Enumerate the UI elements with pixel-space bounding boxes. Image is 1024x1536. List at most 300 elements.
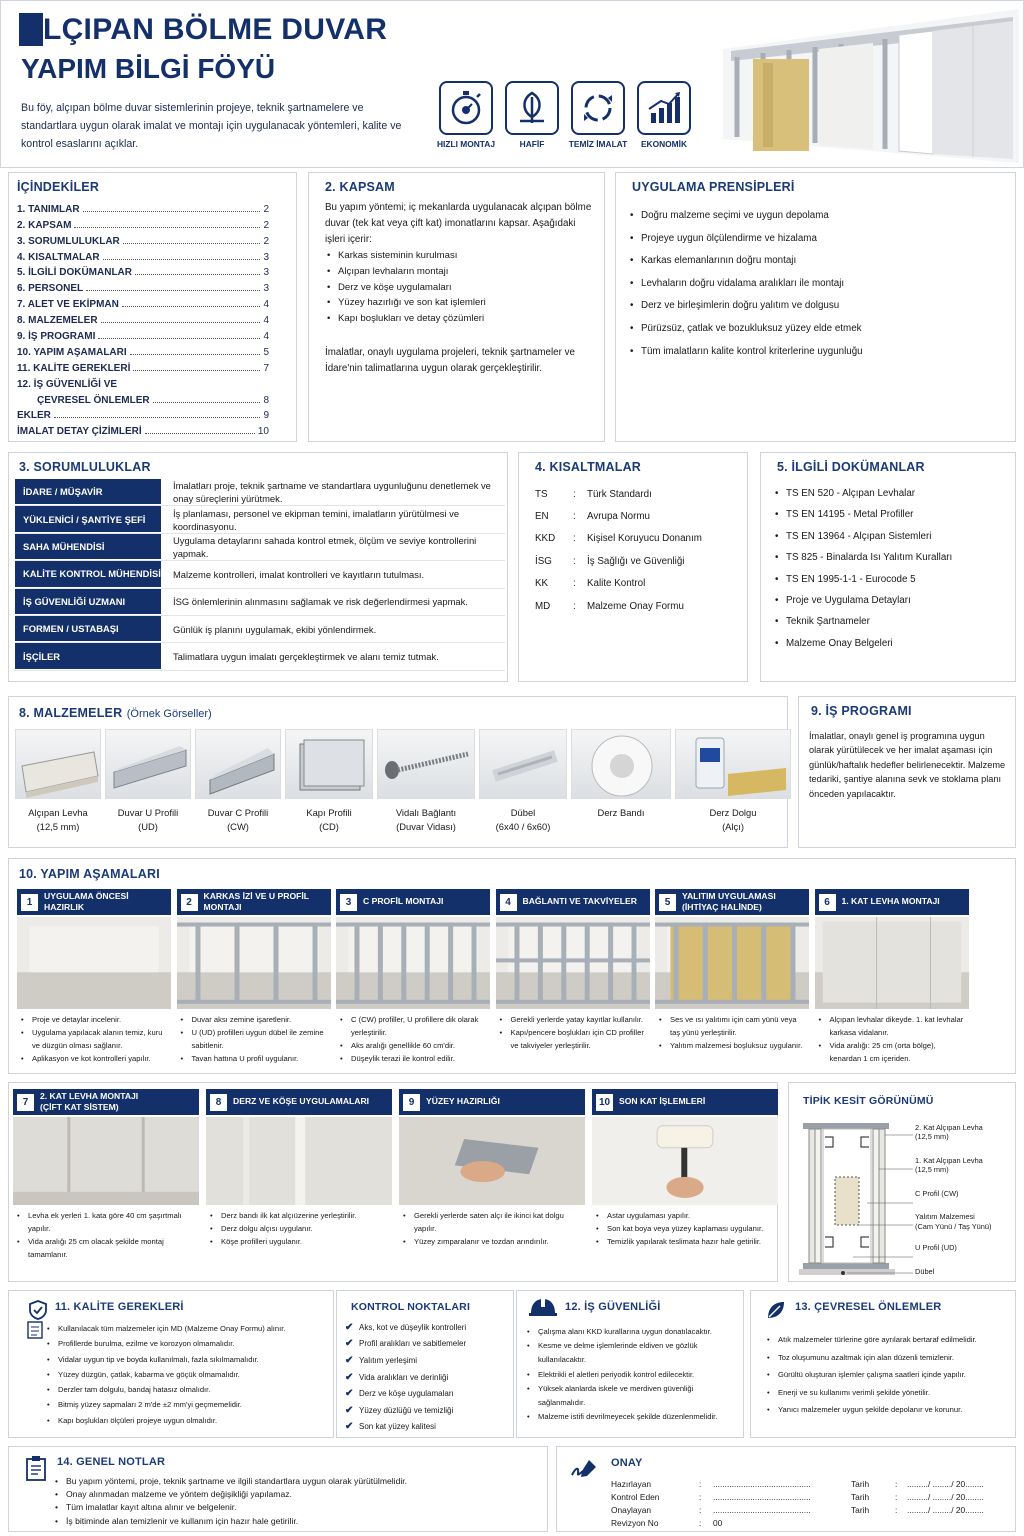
- stage-photo: [655, 917, 809, 1009]
- environment-item: • Gürültü oluşturan işlemler çalışma saatleri içinde yapılır.: [765, 1366, 1013, 1384]
- toc-item-label: EKLER: [17, 410, 51, 422]
- stage-subtitle: HAZIRLIK: [44, 902, 85, 912]
- principles-title: UYGULAMA PRENSİPLERİ: [632, 180, 795, 194]
- approval-colon: :: [699, 1478, 702, 1489]
- abbreviation-definition: İş Sağlığı ve Güvenliği: [587, 555, 685, 567]
- section-label: 1. Kat Alçıpan Levha: [915, 1156, 983, 1165]
- abbreviation-colon: :: [573, 511, 576, 523]
- toc-item-label: 5. İLGİLİ DOKÜMANLAR: [17, 267, 132, 279]
- approval-title: ONAY: [611, 1457, 643, 1469]
- toc-leader: [145, 433, 255, 434]
- note-item: • Tüm imalatlar kayıt altına alınır ve belgelenir.: [53, 1501, 543, 1514]
- feature-clean-label: TEMİZ İMALAT: [568, 139, 628, 149]
- toc-item-page: 3: [263, 283, 269, 295]
- responsibility-desc: Malzeme kontrolleri, imalat kontrolleri ve kayıtların tutulması.: [173, 568, 425, 580]
- section-label: Yalıtım Malzemesi: [915, 1212, 975, 1221]
- stage-title: YÜZEY HAZIRLIĞI: [426, 1096, 500, 1106]
- stage-title: 1. KAT LEVHA MONTAJI: [841, 896, 940, 906]
- toc-item-page: 4: [263, 315, 269, 327]
- responsibilities-table: [15, 479, 505, 671]
- approval-date-label: Tarih: [851, 1504, 870, 1515]
- principle-item: • Karkas elemanlarının doğru montajı: [628, 250, 998, 273]
- checkmark-icon: ✔: [345, 1388, 354, 1400]
- section-label-board2: [915, 1123, 1015, 1141]
- checkpoint-label: Yüzey düzlüğü ve temizliği: [359, 1405, 454, 1415]
- material-item: [15, 729, 103, 845]
- material-item: [195, 729, 283, 845]
- stage-photo: [206, 1117, 392, 1205]
- principles-list: [628, 205, 998, 363]
- toc-item-page: 2: [263, 219, 269, 231]
- page-title-line1: ALÇIPAN BÖLME DUVAR: [21, 13, 388, 46]
- stage-header: [206, 1089, 392, 1115]
- principle-item: • Pürüzsüz, çatlak ve bozukluksuz yüzey elde etmek: [628, 318, 998, 341]
- scope-outro: İmalatlar, onaylı uygulama projeleri, teknik şartnameler ve İdare'nin talimatlarına uygun olarak gerçekleştirilir.: [325, 347, 575, 374]
- abbreviation-colon: :: [573, 488, 576, 500]
- stage-number: 10: [596, 1094, 613, 1111]
- section-label-insulation: [915, 1212, 1015, 1232]
- approval-colon: :: [699, 1491, 702, 1502]
- stage-header: [655, 889, 809, 915]
- note-item: • Bu yapım yöntemi, proje, teknik şartname ve ilgili standartlara uygun olarak yürütülmelidir.: [53, 1475, 543, 1488]
- toc-item-page: 10: [257, 426, 269, 438]
- stage-bullet: • Proje ve detaylar incelenir.: [19, 1013, 169, 1026]
- stage-photo: [13, 1117, 199, 1205]
- document-item: • Teknik Şartnameler: [773, 611, 1009, 632]
- toc-item-page: 4: [263, 331, 269, 343]
- note-item: • İş bitiminde alan temizlenir ve kullanım için hazır hale getirilir.: [53, 1515, 543, 1528]
- checkmark-icon: ✔: [345, 1338, 354, 1350]
- section-label: (12,5 mm): [915, 1165, 949, 1174]
- material-name: Alçıpan Levha: [28, 807, 88, 818]
- materials-subtitle: (Örnek Görseller): [126, 708, 212, 720]
- material-name: Dübel: [510, 807, 536, 818]
- toc-item-label: 1. TANIMLAR: [17, 203, 80, 215]
- responsibilities-title: 3. SORUMLULUKLAR: [19, 460, 151, 474]
- stage-number: 5: [659, 894, 676, 911]
- stage-bullet: • Köşe profilleri uygulanır.: [208, 1235, 390, 1248]
- stage-bullet: • U (UD) profilleri uygun dübel ile zemine sabitlenir.: [179, 1026, 329, 1052]
- stage-bullet: • Gerekli yerlerde saten alçı ile ikinci kat dolgu yapılır.: [401, 1209, 583, 1235]
- approval-label: Onaylayan: [611, 1504, 652, 1515]
- checkpoint-label: Vida aralıkları ve derinliği: [359, 1372, 449, 1382]
- stage-title: 2. KAT LEVHA MONTAJI: [40, 1091, 139, 1101]
- responsibility-desc: İmalatları proje, teknik şartname ve standartlara uygunluğunu denetlemek ve onay süreçlerini yürütmek.: [173, 480, 491, 505]
- intro-text: Bu föy, alçıpan bölme duvar sistemlerinin projeye, teknik şartnamelere ve standartlara uygun olarak imalat ve montajı için uygulanacak yöntemleri, kalite ve kontrol esaslarını açıklar.: [21, 102, 402, 150]
- toc-item-label: ÇEVRESEL ÖNLEMLER: [37, 394, 150, 406]
- responsibility-desc: Uygulama detaylarını sahada kontrol etmek, ölçüm ve seviye kontrollerini yapmak.: [173, 534, 477, 559]
- quality-panel: [8, 1290, 334, 1438]
- checkmark-icon: ✔: [345, 1371, 354, 1383]
- stage-number: 2: [181, 894, 198, 911]
- environment-list: [765, 1331, 1013, 1419]
- material-name: Derz Dolgu: [709, 807, 757, 818]
- document-item: • TS EN 14195 - Metal Profiller: [773, 504, 1009, 525]
- scope-item: • Yüzey hazırlığı ve son kat işlemleri: [325, 295, 595, 311]
- toc-item-page: 8: [263, 394, 269, 406]
- abbreviation-code: MD: [535, 600, 551, 612]
- principles-panel: [615, 172, 1016, 442]
- stage-bullet: • Alçıpan levhalar dikeyde. 1. kat levhalar karkasa vidalanır.: [817, 1013, 967, 1039]
- toc-item: [17, 390, 269, 406]
- toc-item-label: 2. KAPSAM: [17, 219, 72, 231]
- stage-photo: [17, 917, 171, 1009]
- toc-leader: [103, 259, 261, 260]
- material-spec: (UD): [138, 821, 158, 832]
- checkpoint-item: [345, 1352, 511, 1369]
- stage-bullet: • Temizlik yapılarak teslimata hazır hale getirilir.: [594, 1235, 776, 1248]
- section-label: 2. Kat Alçıpan Levha: [915, 1123, 983, 1132]
- stage-bullet: • Uygulama yapılacak alanın temiz, kuru ve düzgün olması sağlanır.: [19, 1026, 169, 1052]
- approval-signature-line: ..........................................: [713, 1491, 811, 1502]
- abbreviation-row: [535, 550, 735, 572]
- responsibility-role: FORMEN / USTABAŞI: [15, 616, 161, 642]
- stage-header: [17, 889, 171, 915]
- approval-label: Kontrol Eden: [611, 1491, 660, 1502]
- stages-title: 10. YAPIM AŞAMALARI: [19, 867, 160, 881]
- material-spec: (CW): [227, 821, 249, 832]
- responsibility-role: İŞÇİLER: [15, 643, 161, 669]
- checkpoint-label: Yalıtım yerleşimi: [359, 1355, 418, 1365]
- toc-leader: [153, 402, 261, 403]
- toc-item: [17, 342, 269, 358]
- abbreviation-row: [535, 595, 735, 617]
- stage-bullets: [208, 1209, 390, 1248]
- scope-intro: Bu yapım yöntemi; iç mekanlarda uygulanacak alçıpan bölme duvar (tek kat veya çift kat) imonatlarını kapsar. Aşağıdaki işleri içerir:: [325, 202, 592, 245]
- safety-item: • Çalışma alanı KKD kurallarına uygun donatılacaktır.: [525, 1325, 739, 1339]
- checkmark-icon: ✔: [345, 1421, 354, 1433]
- abbreviation-row: [535, 483, 735, 505]
- stage-bullets: [401, 1209, 583, 1248]
- material-name: Duvar U Profili: [117, 807, 179, 818]
- checkpoint-item: [345, 1402, 511, 1419]
- stage-bullets: [498, 1013, 648, 1052]
- abbreviation-colon: :: [573, 533, 576, 545]
- stage-title: YALITIM UYGULAMASI: [682, 891, 776, 901]
- toc-title: İÇİNDEKİLER: [17, 180, 100, 194]
- quality-title: 11. KALİTE GEREKLERİ: [55, 1301, 184, 1313]
- quality-item: • Kapı boşlukları ölçüleri projeye uygun olmalıdır.: [45, 1413, 329, 1428]
- materials-heading: [19, 704, 212, 722]
- stage-bullets: [817, 1013, 967, 1065]
- toc-item: [17, 358, 269, 374]
- scope-title: 2. KAPSAM: [325, 180, 395, 194]
- toc-item-page: 3: [263, 267, 269, 279]
- quality-item: • Derzler tam dolgulu, bandaj hatasız olmalıdır.: [45, 1382, 329, 1397]
- stage-title: UYGULAMA ÖNCESİ: [44, 891, 129, 901]
- stage-title-block: [842, 896, 966, 907]
- abbreviations-list: [535, 483, 735, 617]
- joint-tape-icon: [571, 729, 671, 799]
- stage-photo: [496, 917, 650, 1009]
- notes-list: [53, 1475, 543, 1528]
- responsibility-row: [15, 534, 505, 561]
- material-name: Kapı Profili: [306, 807, 352, 818]
- stage-subtitle: (ÇİFT KAT SİSTEM): [40, 1102, 119, 1112]
- materials-title: 8. MALZEMELER: [19, 706, 123, 720]
- environment-item: • Yanıcı malzemeler uygun şekilde depolanır ve korunur.: [765, 1401, 1013, 1419]
- abbreviation-definition: Avrupa Normu: [587, 511, 650, 523]
- stage-title: C PROFİL MONTAJI: [363, 896, 444, 906]
- scope-item: • Karkas sisteminin kurulması: [325, 248, 595, 264]
- stage-header: [496, 889, 650, 915]
- stage-bullet: • Aplikasyon ve kot kontrolleri yapılır.: [19, 1052, 169, 1065]
- checkpoint-item: [345, 1385, 511, 1402]
- shield-check-icon: [27, 1299, 49, 1321]
- stage-bullet: • Derz dolgu alçısı uygulanır.: [208, 1222, 390, 1235]
- checkpoint-label: Son kat yüzey kalitesi: [359, 1422, 436, 1432]
- checkmark-icon: ✔: [345, 1404, 354, 1416]
- abbreviation-definition: Malzeme Onay Formu: [587, 600, 684, 612]
- material-item: [105, 729, 193, 845]
- quality-list: [45, 1321, 329, 1428]
- safety-item: • Kesme ve delme işlemlerinde eldiven ve gözlük kullanılacaktır.: [525, 1339, 739, 1367]
- document-item: • TS EN 520 - Alçıpan Levhalar: [773, 483, 1009, 504]
- stage-bullet: • Yalıtım malzemesi boşluksuz uygulanır.: [657, 1039, 807, 1052]
- toc-leader: [86, 290, 260, 291]
- stage-photo: [815, 917, 969, 1009]
- stage-header: [815, 889, 969, 915]
- stage-bullet: • Vida aralığı: 25 cm (orta bölge), kenardan 1 cm içeriden.: [817, 1039, 967, 1065]
- checkmark-icon: ✔: [345, 1354, 354, 1366]
- schedule-title: 9. İŞ PROGRAMI: [811, 704, 912, 718]
- drywall-frame-illustration: [723, 9, 1019, 163]
- stage-number: 6: [819, 894, 836, 911]
- stage-title: KARKAS İZİ VE U PROFİL: [203, 891, 310, 901]
- abbreviation-colon: :: [573, 578, 576, 590]
- stage-photo: [592, 1117, 778, 1205]
- stage-bullet: • Kapı/pencere boşlukları için CD profiller ve takviyeler yerleştirilir.: [498, 1026, 648, 1052]
- toc-item-label: 6. PERSONEL: [17, 283, 84, 295]
- material-spec: (12,5 mm): [36, 821, 80, 832]
- abbreviation-code: KK: [535, 578, 549, 590]
- toc-item-label: 11. KALİTE GEREKLERİ: [17, 362, 131, 374]
- material-spec: (CD): [319, 821, 339, 832]
- u-profile-icon: [105, 729, 191, 799]
- checkpoints-title: KONTROL NOKTALARI: [351, 1301, 471, 1313]
- approval-signature-line: ..........................................: [713, 1478, 811, 1489]
- schedule-text: İmalatlar, onaylı genel iş programına uygun olarak yürütülecek ve her imalat aşaması için günlük/haftalık hedefler belirlenecektir. Malzeme tedariki, şantiye alanına sevk ve stoklama planı önceden yapılacaktır.: [809, 731, 1006, 799]
- abbreviation-code: TS: [535, 488, 548, 500]
- abbreviation-code: EN: [535, 511, 549, 523]
- stage-photo: [399, 1117, 585, 1205]
- responsibility-row: [15, 643, 505, 670]
- approval-colon: :: [699, 1504, 702, 1515]
- signature-pen-icon: [569, 1457, 599, 1481]
- environment-panel: [750, 1290, 1016, 1438]
- toc-leader: [130, 354, 261, 355]
- principle-item: • Doğru malzeme seçimi ve uygun depolama: [628, 205, 998, 228]
- environment-item: • Atık malzemeler türlerine göre ayrılarak bertaraf edilmelidir.: [765, 1331, 1013, 1349]
- section-title: TİPİK KESİT GÖRÜNÜMÜ: [803, 1095, 934, 1107]
- checkpoint-item: [345, 1369, 511, 1386]
- approval-date: ........./ ......../ 20........: [907, 1491, 984, 1502]
- materials-panel: [8, 696, 788, 848]
- responsibility-role: YÜKLENİCİ / ŞANTİYE ŞEFİ: [15, 506, 161, 532]
- checkpoint-item: [345, 1319, 511, 1336]
- stage-bullet: • Son kat boya veya yüzey kaplaması uygulanır.: [594, 1222, 776, 1235]
- document-item: • Malzeme Onay Belgeleri: [773, 633, 1009, 654]
- scope-panel: [308, 172, 605, 442]
- stage-bullet: • Vida aralığı 25 cm olacak şekilde montaj tamamlanır.: [15, 1235, 197, 1261]
- responsibility-desc: İSG önlemlerinin alınmasını sağlamak ve risk değerlendirmesi yapmak.: [173, 596, 468, 608]
- stage-bullets: [15, 1209, 197, 1261]
- schedule-panel: [798, 696, 1016, 848]
- principle-item: • Tüm imalatların kalite kontrol kriterlerine uygunluğu: [628, 341, 998, 364]
- approval-date-colon: :: [895, 1491, 898, 1502]
- principle-item: • Projeye uygun ölçülendirme ve hizalama: [628, 228, 998, 251]
- safety-panel: [516, 1290, 744, 1438]
- responsibility-role: KALİTE KONTROL MÜHENDİSİ: [15, 561, 161, 587]
- stage-title-block: [426, 1096, 582, 1107]
- toc-leader: [123, 243, 261, 244]
- toc-item-page: 2: [263, 235, 269, 247]
- toc-item: [17, 326, 269, 342]
- principle-item: • Derz ve birleşimlerin doğru yalıtım ve dolgusu: [628, 295, 998, 318]
- safety-item: • Yüksek alanlarda iskele ve merdiven güvenliği sağlanmalıdır.: [525, 1382, 739, 1410]
- scope-item: • Derz ve köşe uygulamaları: [325, 280, 595, 296]
- approval-row: [611, 1477, 1011, 1490]
- stage-header: [13, 1089, 199, 1115]
- leaf-icon: [765, 1299, 787, 1321]
- notes-title: 14. GENEL NOTLAR: [57, 1456, 166, 1468]
- document-item: • TS 825 - Binalarda Isı Yalıtım Kuralları: [773, 547, 1009, 568]
- stage-header: [399, 1089, 585, 1115]
- material-item: [675, 729, 793, 845]
- checkpoints-list: [345, 1319, 511, 1435]
- feature-economic: [637, 81, 691, 135]
- note-item: • Onay alınmadan malzeme ve yöntem değişikliği yapılamaz.: [53, 1488, 543, 1501]
- section-label-cw: C Profil (CW): [915, 1189, 959, 1198]
- material-item: [571, 729, 673, 845]
- responsibility-role: İŞ GÜVENLİĞİ UZMANI: [15, 589, 161, 615]
- stage-bullet: • Astar uygulaması yapılır.: [594, 1209, 776, 1222]
- toc-item-page: 5: [263, 346, 269, 358]
- toc-item: [17, 231, 269, 247]
- stages-row2: [9, 1087, 779, 1279]
- stage-number: 1: [21, 894, 38, 911]
- stage-title-block: [40, 1091, 196, 1113]
- notes-panel: [8, 1446, 548, 1532]
- approval-date: ........./ ......../ 20........: [907, 1504, 984, 1515]
- stage-bullet: • Yüzey zımparalanır ve tozdan arındırılır.: [401, 1235, 583, 1248]
- toc-item-page: 2: [263, 203, 269, 215]
- toc-item-label: 4. KISALTMALAR: [17, 251, 100, 263]
- section-label: (12,5 mm): [915, 1132, 949, 1141]
- material-name: Duvar C Profili: [207, 807, 269, 818]
- section-label-ud: U Profil (UD): [915, 1243, 957, 1252]
- materials-grid: [15, 729, 785, 845]
- material-spec: (Duvar Vidası): [396, 821, 456, 832]
- stage-title-block: [44, 891, 168, 913]
- documents-list: [773, 483, 1009, 654]
- environment-item: • Toz oluşumunu azaltmak için alan düzenli temizlenir.: [765, 1349, 1013, 1367]
- toc-panel: [8, 172, 297, 442]
- quality-item: • Bitmiş yüzey sapmaları 2 m'de ±2 mm'yi geçmemelidir.: [45, 1397, 329, 1412]
- abbreviation-definition: Türk Standardı: [587, 488, 652, 500]
- stage-bullet: • C (CW) profiller, U profillere dik olarak yerleştirilir.: [338, 1013, 488, 1039]
- feature-light: [505, 81, 559, 135]
- stages-panel: [8, 858, 1016, 1074]
- stage-title-block: [682, 891, 806, 913]
- stage-bullets: [338, 1013, 488, 1065]
- toc-leader: [54, 417, 261, 418]
- section-panel: [788, 1082, 1016, 1282]
- stage-bullet: • Tavan hattına U profil uygulanır.: [179, 1052, 329, 1065]
- bar-growth-icon: [639, 83, 689, 133]
- responsibility-row: [15, 616, 505, 643]
- stage-bullets: [594, 1209, 776, 1248]
- scope-item: • Kapı boşlukları ve detay çözümleri: [325, 311, 595, 327]
- approval-signature-line: 00: [713, 1517, 723, 1528]
- recycle-icon: [573, 83, 623, 133]
- toc-item-page: 3: [263, 251, 269, 263]
- section-drawing: [793, 1117, 913, 1277]
- toc-item-label: 9. İŞ PROGRAMI: [17, 331, 96, 343]
- abbreviation-colon: :: [573, 555, 576, 567]
- environment-item: • Enerji ve su kullanımı verimli şekilde yönetilir.: [765, 1384, 1013, 1402]
- joint-filler-icon: [675, 729, 791, 799]
- quality-item: • Kullanılacak tüm malzemeler için MD (Malzeme Onay Formu) alınır.: [45, 1321, 329, 1336]
- material-item: [377, 729, 477, 845]
- stage-bullets: [657, 1013, 807, 1052]
- stage-bullet: • Gerekli yerlerde yatay kayıtlar kullanılır.: [498, 1013, 648, 1026]
- approval-date: ........./ ......../ 20........: [907, 1478, 984, 1489]
- abbreviation-row: [535, 528, 735, 550]
- stage-number: 3: [340, 894, 357, 911]
- stopwatch-icon: [441, 83, 491, 133]
- responsibility-role: SAHA MÜHENDİSİ: [15, 534, 161, 560]
- toc-item-label: 8. MALZEMELER: [17, 315, 98, 327]
- stages-panel-2: [8, 1082, 778, 1282]
- approval-row: [611, 1490, 1011, 1503]
- header: [0, 0, 1024, 168]
- safety-item: • Malzeme istifi devrilmeyecek şekilde düzenlenmelidir.: [525, 1410, 739, 1424]
- abbreviations-panel: [518, 452, 748, 682]
- stage-bullets: [19, 1013, 169, 1065]
- checkmark-icon: ✔: [345, 1321, 354, 1333]
- responsibility-desc: Talimatlara uygun imalatı gerçekleştirmek ve alanı temiz tutmak.: [173, 651, 439, 663]
- quality-item: • Vidalar uygun tip ve boyda kullanılmalı, fazla sıkılmamalıdır.: [45, 1352, 329, 1367]
- checkpoint-label: Derz ve köşe uygulamaları: [359, 1389, 454, 1399]
- stage-photo: [336, 917, 490, 1009]
- approval-date-label: Tarih: [851, 1478, 870, 1489]
- responsibility-role: İDARE / MÜŞAVİR: [15, 479, 161, 505]
- door-profile-icon: [285, 729, 373, 799]
- stage-bullets: [179, 1013, 329, 1065]
- toc-item: [17, 247, 269, 263]
- toc-item: [17, 278, 269, 294]
- feature-clean: [571, 81, 625, 135]
- toc-leader: [74, 227, 260, 228]
- approval-row: [611, 1503, 1011, 1516]
- section-label: (Cam Yünü / Taş Yünü): [915, 1222, 992, 1231]
- abbreviation-definition: Kalite Kontrol: [587, 578, 646, 590]
- material-name: Derz Bandı: [597, 807, 645, 818]
- stage-number: 9: [403, 1094, 420, 1111]
- abbreviation-code: KKD: [535, 533, 556, 545]
- stage-number: 8: [210, 1094, 227, 1111]
- abbreviation-row: [535, 505, 735, 527]
- material-item: [479, 729, 569, 845]
- toc-item-page: 4: [263, 299, 269, 311]
- screw-icon: [377, 729, 475, 799]
- checkpoint-item: [345, 1336, 511, 1353]
- toc-item-label: İMALAT DETAY ÇİZİMLERİ: [17, 426, 142, 438]
- responsibility-row: [15, 479, 505, 506]
- approval-date-colon: :: [895, 1504, 898, 1515]
- stage-title: BAĞLANTI VE TAKVİYELER: [522, 896, 637, 906]
